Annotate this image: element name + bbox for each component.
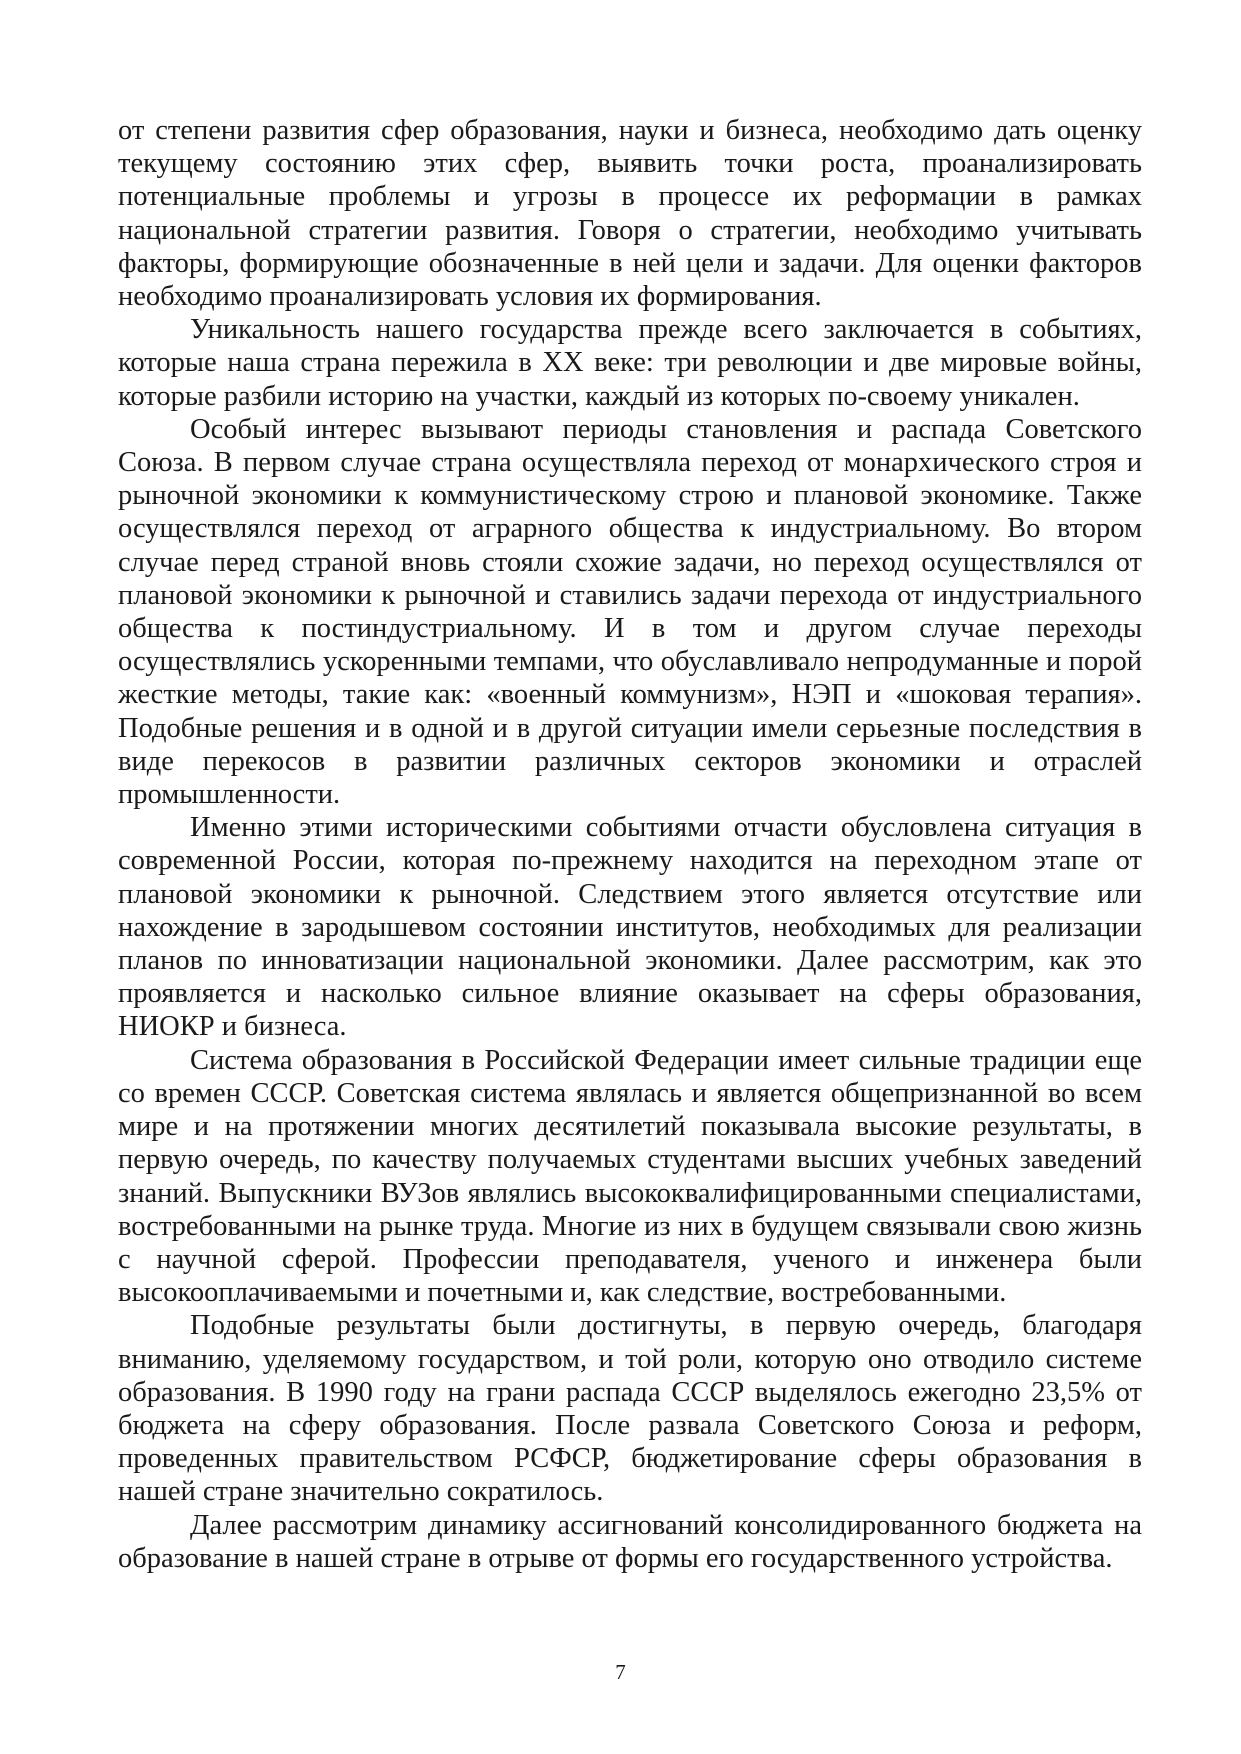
paragraph-budget-dynamics: Далее рассмотрим динамику ассигнований консолидированного бюджета на образование в нашей стране в отрыве от формы его государственного устройства.	[118, 1509, 1142, 1574]
paragraph-soviet-periods: Особый интерес вызывают периоды становления и распада Советского Союза. В первом случае страна осуществляла переход от монархического строя и рыночной экономики к коммунистическому строю и плановой экономике. Также осуществлялся переход от аграрного общества к индустриальному. Во втором случае перед страной вновь стояли схожие задачи, но переход осуществлялся от плановой экономики к рыночной и ставились задачи перехода от индустриального общества к постиндустриальному. И в том и другом случае переходы осуществлялись ускоренными темпами, что обуславливало непродуманные и порой жесткие методы, такие как: «военный коммунизм», НЭП и «шоковая терапия». Подобные решения и в одной и в другой ситуации имели серьезные последствия в виде перекосов в развитии различных секторов экономики и отраслей промышленности.	[118, 413, 1142, 811]
paragraph-education-system: Система образования в Российской Федерации имеет сильные традиции еще со времен СССР. Советская система являлась и является общепризнанной во всем мире и на протяжении многих десятилетий показывала высокие результаты, в первую очередь, по качеству получаемых студентами высших учебных заведений знаний. Выпускники ВУЗов являлись высококвалифицированными специалистами, востребованными на рынке труда. Многие из них в будущем связывали свою жизнь с научной сферой. Профессии преподавателя, ученого и инженера были высокооплачиваемыми и почетными и, как следствие, востребованными.	[118, 1044, 1142, 1309]
page-number: 7	[615, 1660, 626, 1684]
paragraph-uniqueness: Уникальность нашего государства прежде всего заключается в событиях, которые наша страна пережила в ХХ веке: три революции и две мировые войны, которые разбили историю на участки, каждый из которых по-своему уникален.	[118, 314, 1142, 412]
paragraph-continuation: от степени развития сфер образования, науки и бизнеса, необходимо дать оценку текущему состоянию этих сфер, выявить точки роста, проанализировать потенциальные проблемы и угрозы в процессе их реформации в рамках национальной стратегии развития. Говоря о стратегии, необходимо учитывать факторы, формирующие обозначенные в ней цели и задачи. Для оценки факторов необходимо проанализировать условия их формирования.	[118, 115, 1142, 313]
paragraph-modern-russia: Именно этими историческими событиями отчасти обусловлена ситуация в современной России, которая по-прежнему находится на переходном этапе от плановой экономики к рыночной. Следствием этого является отсутствие или нахождение в зародышевом состоянии институтов, необходимых для реализации планов по инноватизации национальной экономики. Далее рассмотрим, как это проявляется и насколько сильное влияние оказывает на сферы образования, НИОКР и бизнеса.	[118, 812, 1142, 1043]
paragraph-budget-results: Подобные результаты были достигнуты, в первую очередь, благодаря вниманию, уделяемому государством, и той роли, которую оно отводило системе образования. В 1990 году на грани распада СССР выделялось ежегодно 23,5% от бюджета на сферу образования. После развала Советского Союза и реформ, проведенных правительством РСФСР, бюджетирование сферы образования в нашей стране значительно сократилось.	[118, 1310, 1142, 1508]
body-text	[118, 114, 1142, 1575]
